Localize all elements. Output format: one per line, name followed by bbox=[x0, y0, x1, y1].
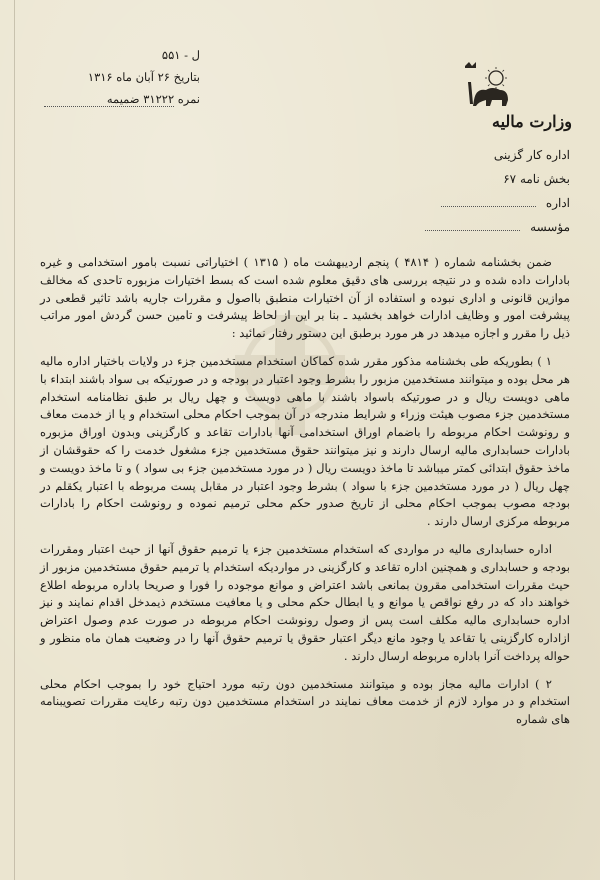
institution-line bbox=[390, 220, 570, 234]
item-1-paragraph: ۱ ) بطوریکه طی بخشنامه مذکور مقرر شده کماکان استخدام مستخدمین جزء در ولایات باختیار اداره مالیه هر محل بوده و میتوانند مستخدمین مزبور را بشرط وجود اعتبار در بودجه و در صورتیکه بی سواد باشند ابتداء با ماهی دویست ریال و در صورتیکه باسواد باشند با ماهی دویست و چهل ریال بر طبق نظامنامه استخدام مستخدمین جزء مصوب هیئت وزراء و شرایط مندرجه در آن بموجب احکام محلی استخدام و یا از خدمت معاف و رونوشت احکام مربوطه را باضمام اوراق استخدامی آنها بادارات تقاعد و کارگزینی وبدون اوراق مزبوره بادارات حسابداری مالیه ارسال دارند و نیز میتوانند حقوق مستخدمین جزء مشغول خدمت را که حقوقشان از ماخذ حقوق ابتدائی کمتر میباشد تا ماخذ دویست ریال ( در مورد مستخدمین جزء بی سواد ) و تا ماخذ دویست و چهل ریال ( در مورد مستخدمین جزء با سواد ) بشرط وجود اعتبار در مقابل پست مربوطه با اعتبار یکقلم در بودجه مصوب بموجب احکام محلی از تاریخ صدور حکم محلی ترمیم نموده و رونوشت احکام را بادارات مربوطه مرکزی ارسال دارند . bbox=[40, 353, 570, 529]
reference-number: نمره ۳۱۲۲۲ ضمیمه bbox=[106, 92, 200, 106]
circular-number: بخش نامه ۶۷ bbox=[503, 172, 570, 186]
reference-dotted-rule bbox=[44, 106, 174, 107]
lion-and-sun-emblem-icon bbox=[462, 60, 520, 110]
office-line bbox=[390, 196, 570, 210]
department-label: اداره کار گزینی bbox=[493, 148, 570, 162]
institution-label: مؤسسه bbox=[530, 220, 570, 234]
page-edge bbox=[8, 0, 15, 880]
item-2-paragraph: ۲ ) ادارات مالیه مجاز بوده و میتوانند مستخدمین دون رتبه مورد احتیاج خود را بموجب احکام محلی استخدام و در موارد لازم از خدمت معاف نمایند در استخدام مستخدمین دون رتبه رعایت مقررات تصویبنامه های شماره bbox=[40, 676, 570, 727]
intro-paragraph: ضمن بخشنامه شماره ( ۴۸۱۴ ) پنجم اردیبهشت ماه ( ۱۳۱۵ ) اختیاراتی نسبت بامور استخدامی و غیره بادارات داده شده و در نتیجه بررسی های دقیق معلوم شده است که بسط اختیارات مزبوره تاحدی که مخالف موازین قانونی و اداری نبوده و استفاده از آن اختیارات منطبق بااصول و مقررات جاریه باشد تاثیر قطعی در پیشرفت امور و وظایف ادارات خواهد بخشید ـ بنا بر این از لحاظ پیشرفت و تامین حسن گردش امور مراتب ذیل را مقرر و اجازه میدهد در هر مورد برطبق این دستور رفتار نمائید : bbox=[40, 255, 570, 341]
ministry-title: وزارت مالیه bbox=[492, 112, 572, 131]
letter-body bbox=[40, 254, 570, 739]
reference-date: بتاریخ ۲۶ آبان ماه ۱۳۱۶ bbox=[87, 70, 200, 84]
office-label: اداره bbox=[545, 196, 570, 210]
reference-code: ل - ۵۵۱ bbox=[161, 48, 200, 62]
accounting-paragraph: اداره حسابداری مالیه در مواردی که استخدام مستخدمین جزء یا ترمیم حقوق آنها از حیث اعتبار ومقررات بودجه و حسابداری و همچنین اداره تقاعد و کارگزینی در مواردیکه استخدام یا ترمیم حقوق مستخدمین مزبور از حیث مقررات استخدامی مقرون بمانعی باشد اعتراض و موانع موجوده را فورا و صریحا باداره مربوطه اطلاع خواهند داد که در رفع نواقص یا موانع و یا ابطال حکم محلی و یا معافیت مستخدم ذیمدخل اقدام نمایند و نیز اداره حسابداری مالیه مکلف است پس از وصول رونوشت احکام مربوطه در صورت عدم وصول اعتراض ازاداره کارگزینی یا تقاعد یا وجود مانع دیگر اعتبار حقوق یا ترمیم حقوق آنها را در وضعیت همان ماه منظور و حواله پرداخت آنرا باداره مربوطه ارسال دارند . bbox=[40, 541, 570, 663]
institution-dotted-line bbox=[425, 230, 520, 231]
office-dotted-line bbox=[441, 206, 536, 207]
